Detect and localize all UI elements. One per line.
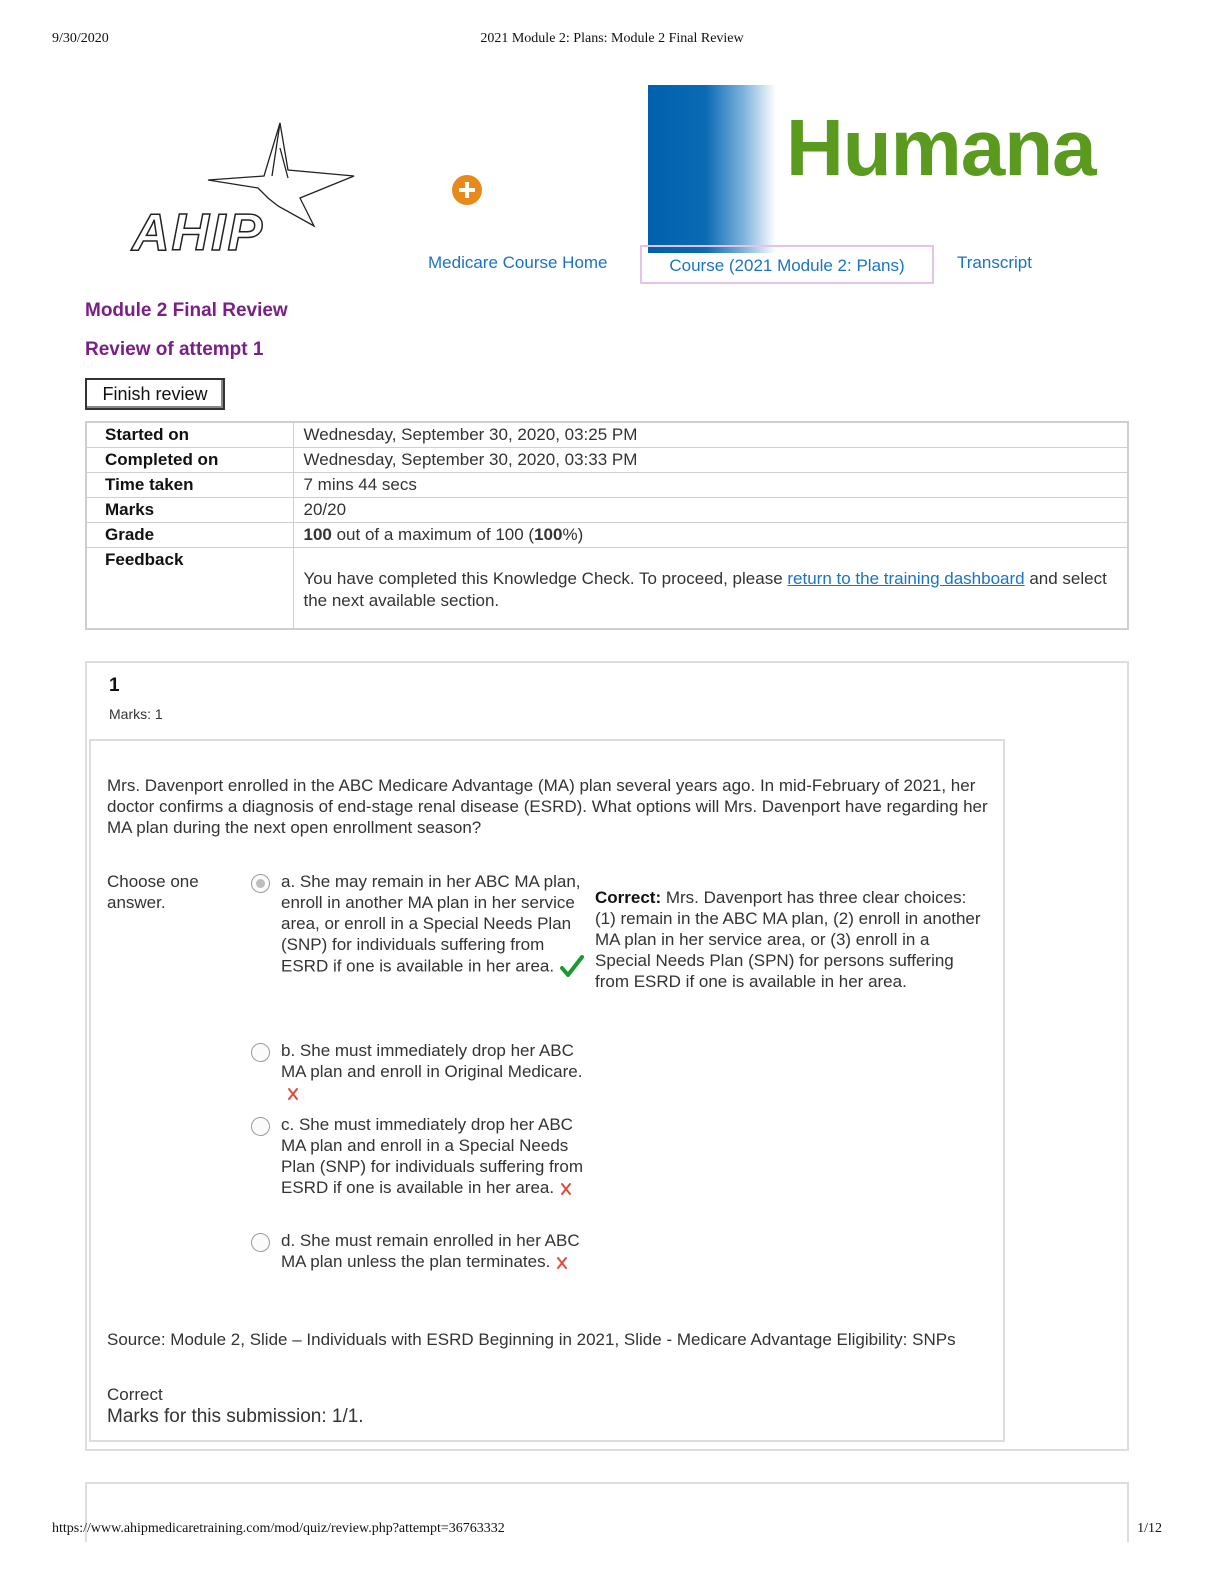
answer-text-a: a. She may remain in her ABC MA plan, enroll in another MA plan in her service area, or enroll in a Special Needs Plan (SNP) for individuals suffering from ESRD if one is available in her area. bbox=[281, 872, 581, 976]
print-title: 2021 Module 2: Plans: Module 2 Final Review bbox=[480, 31, 744, 46]
question-number: 1 bbox=[109, 675, 120, 696]
marks-value: 20/20 bbox=[293, 497, 1128, 522]
question-text: Mrs. Davenport enrolled in the ABC Medicare Advantage (MA) plan several years ago. In mid-February of 2021, her doctor confirms a diagnosis of end-stage renal disease (ESRD). What options will Mrs. Davenport have regarding her MA plan during the next open enrollment season? bbox=[107, 776, 988, 837]
question-block bbox=[85, 661, 1129, 1451]
time-label: Time taken bbox=[86, 472, 293, 497]
question-source: Source: Module 2, Slide – Individuals with ESRD Beginning in 2021, Slide - Medicare Advantage Eligibility: SNPs bbox=[107, 1330, 956, 1349]
ahip-logo-icon bbox=[128, 118, 360, 258]
print-date: 9/30/2020 bbox=[52, 31, 109, 46]
training-dashboard-link[interactable]: return to the training dashboard bbox=[787, 568, 1025, 588]
grade-value bbox=[293, 522, 1128, 547]
radio-d[interactable] bbox=[251, 1233, 270, 1252]
question-content bbox=[89, 739, 1005, 1442]
svg-text:AHIP: AHIP bbox=[132, 204, 265, 258]
print-url: https://www.ahipmedicaretraining.com/mod/quiz/review.php?attempt=36763332 bbox=[52, 1521, 505, 1536]
medicare-course-home-link[interactable]: Medicare Course Home bbox=[428, 253, 608, 272]
table-row bbox=[86, 547, 1128, 629]
answer-text-d: d. She must remain enrolled in her ABC MA plan unless the plan terminates. bbox=[281, 1231, 580, 1271]
feedback-after: and select the next available section. bbox=[303, 568, 1107, 610]
transcript-link[interactable]: Transcript bbox=[957, 253, 1032, 272]
started-label: Started on bbox=[86, 422, 293, 447]
correct-check-icon bbox=[560, 955, 584, 979]
incorrect-cross-icon bbox=[556, 1256, 568, 1270]
radio-c[interactable] bbox=[251, 1117, 270, 1136]
humana-logo-gradient bbox=[648, 85, 776, 253]
question-state: Correct bbox=[107, 1385, 163, 1404]
grade-label: Grade bbox=[86, 522, 293, 547]
incorrect-cross-icon bbox=[560, 1182, 572, 1196]
grade-score: 100 bbox=[303, 524, 332, 544]
completed-value: Wednesday, September 30, 2020, 03:33 PM bbox=[293, 447, 1128, 472]
plus-circle-icon bbox=[451, 174, 483, 206]
page-title: Module 2 Final Review bbox=[85, 300, 288, 321]
choose-one-label: Choose one answer. bbox=[107, 872, 199, 912]
started-value: Wednesday, September 30, 2020, 03:25 PM bbox=[293, 422, 1128, 447]
radio-b[interactable] bbox=[251, 1043, 270, 1062]
incorrect-cross-icon bbox=[287, 1087, 299, 1101]
answer-text-c: c. She must immediately drop her ABC MA plan and enroll in a Special Needs Plan (SNP) for individuals suffering from ESRD if one is available in her area. bbox=[281, 1115, 584, 1197]
feedback-before: You have completed this Knowledge Check. To proceed, please bbox=[303, 568, 788, 588]
time-value: 7 mins 44 secs bbox=[293, 472, 1128, 497]
radio-a[interactable] bbox=[251, 874, 270, 893]
table-row bbox=[86, 472, 1128, 497]
marks-label: Marks bbox=[86, 497, 293, 522]
table-row bbox=[86, 522, 1128, 547]
course-link[interactable]: Course (2021 Module 2: Plans) bbox=[640, 245, 934, 284]
finish-review-button[interactable]: Finish review bbox=[85, 378, 225, 410]
grade-end: %) bbox=[562, 524, 584, 544]
answer-text-b: b. She must immediately drop her ABC MA plan and enroll in Original Medicare. bbox=[281, 1041, 583, 1081]
answer-feedback bbox=[595, 887, 985, 992]
table-row bbox=[86, 447, 1128, 472]
attempt-title: Review of attempt 1 bbox=[85, 339, 264, 360]
submission-marks: Marks for this submission: 1/1. bbox=[107, 1406, 364, 1427]
feedback-label: Feedback bbox=[86, 547, 293, 629]
table-row bbox=[86, 497, 1128, 522]
attempt-summary-table bbox=[85, 421, 1129, 630]
feedback-correct-label: Correct: bbox=[595, 888, 662, 907]
humana-logo: Humana bbox=[786, 103, 1096, 192]
question-marks: Marks: 1 bbox=[109, 706, 163, 722]
grade-percent: 100 bbox=[534, 524, 563, 544]
feedback-correct-text: Mrs. Davenport has three clear choices: (1) remain in the ABC MA plan, (2) enroll in another MA plan in her service area, or (3) enroll in a Special Needs Plan (SPN) for persons suffering from ESRD if one is available in her area. bbox=[595, 888, 981, 991]
feedback-value bbox=[293, 547, 1128, 629]
completed-label: Completed on bbox=[86, 447, 293, 472]
table-row bbox=[86, 422, 1128, 447]
grade-middle: out of a maximum of 100 ( bbox=[331, 524, 535, 544]
print-page-number: 1/12 bbox=[1137, 1521, 1162, 1536]
